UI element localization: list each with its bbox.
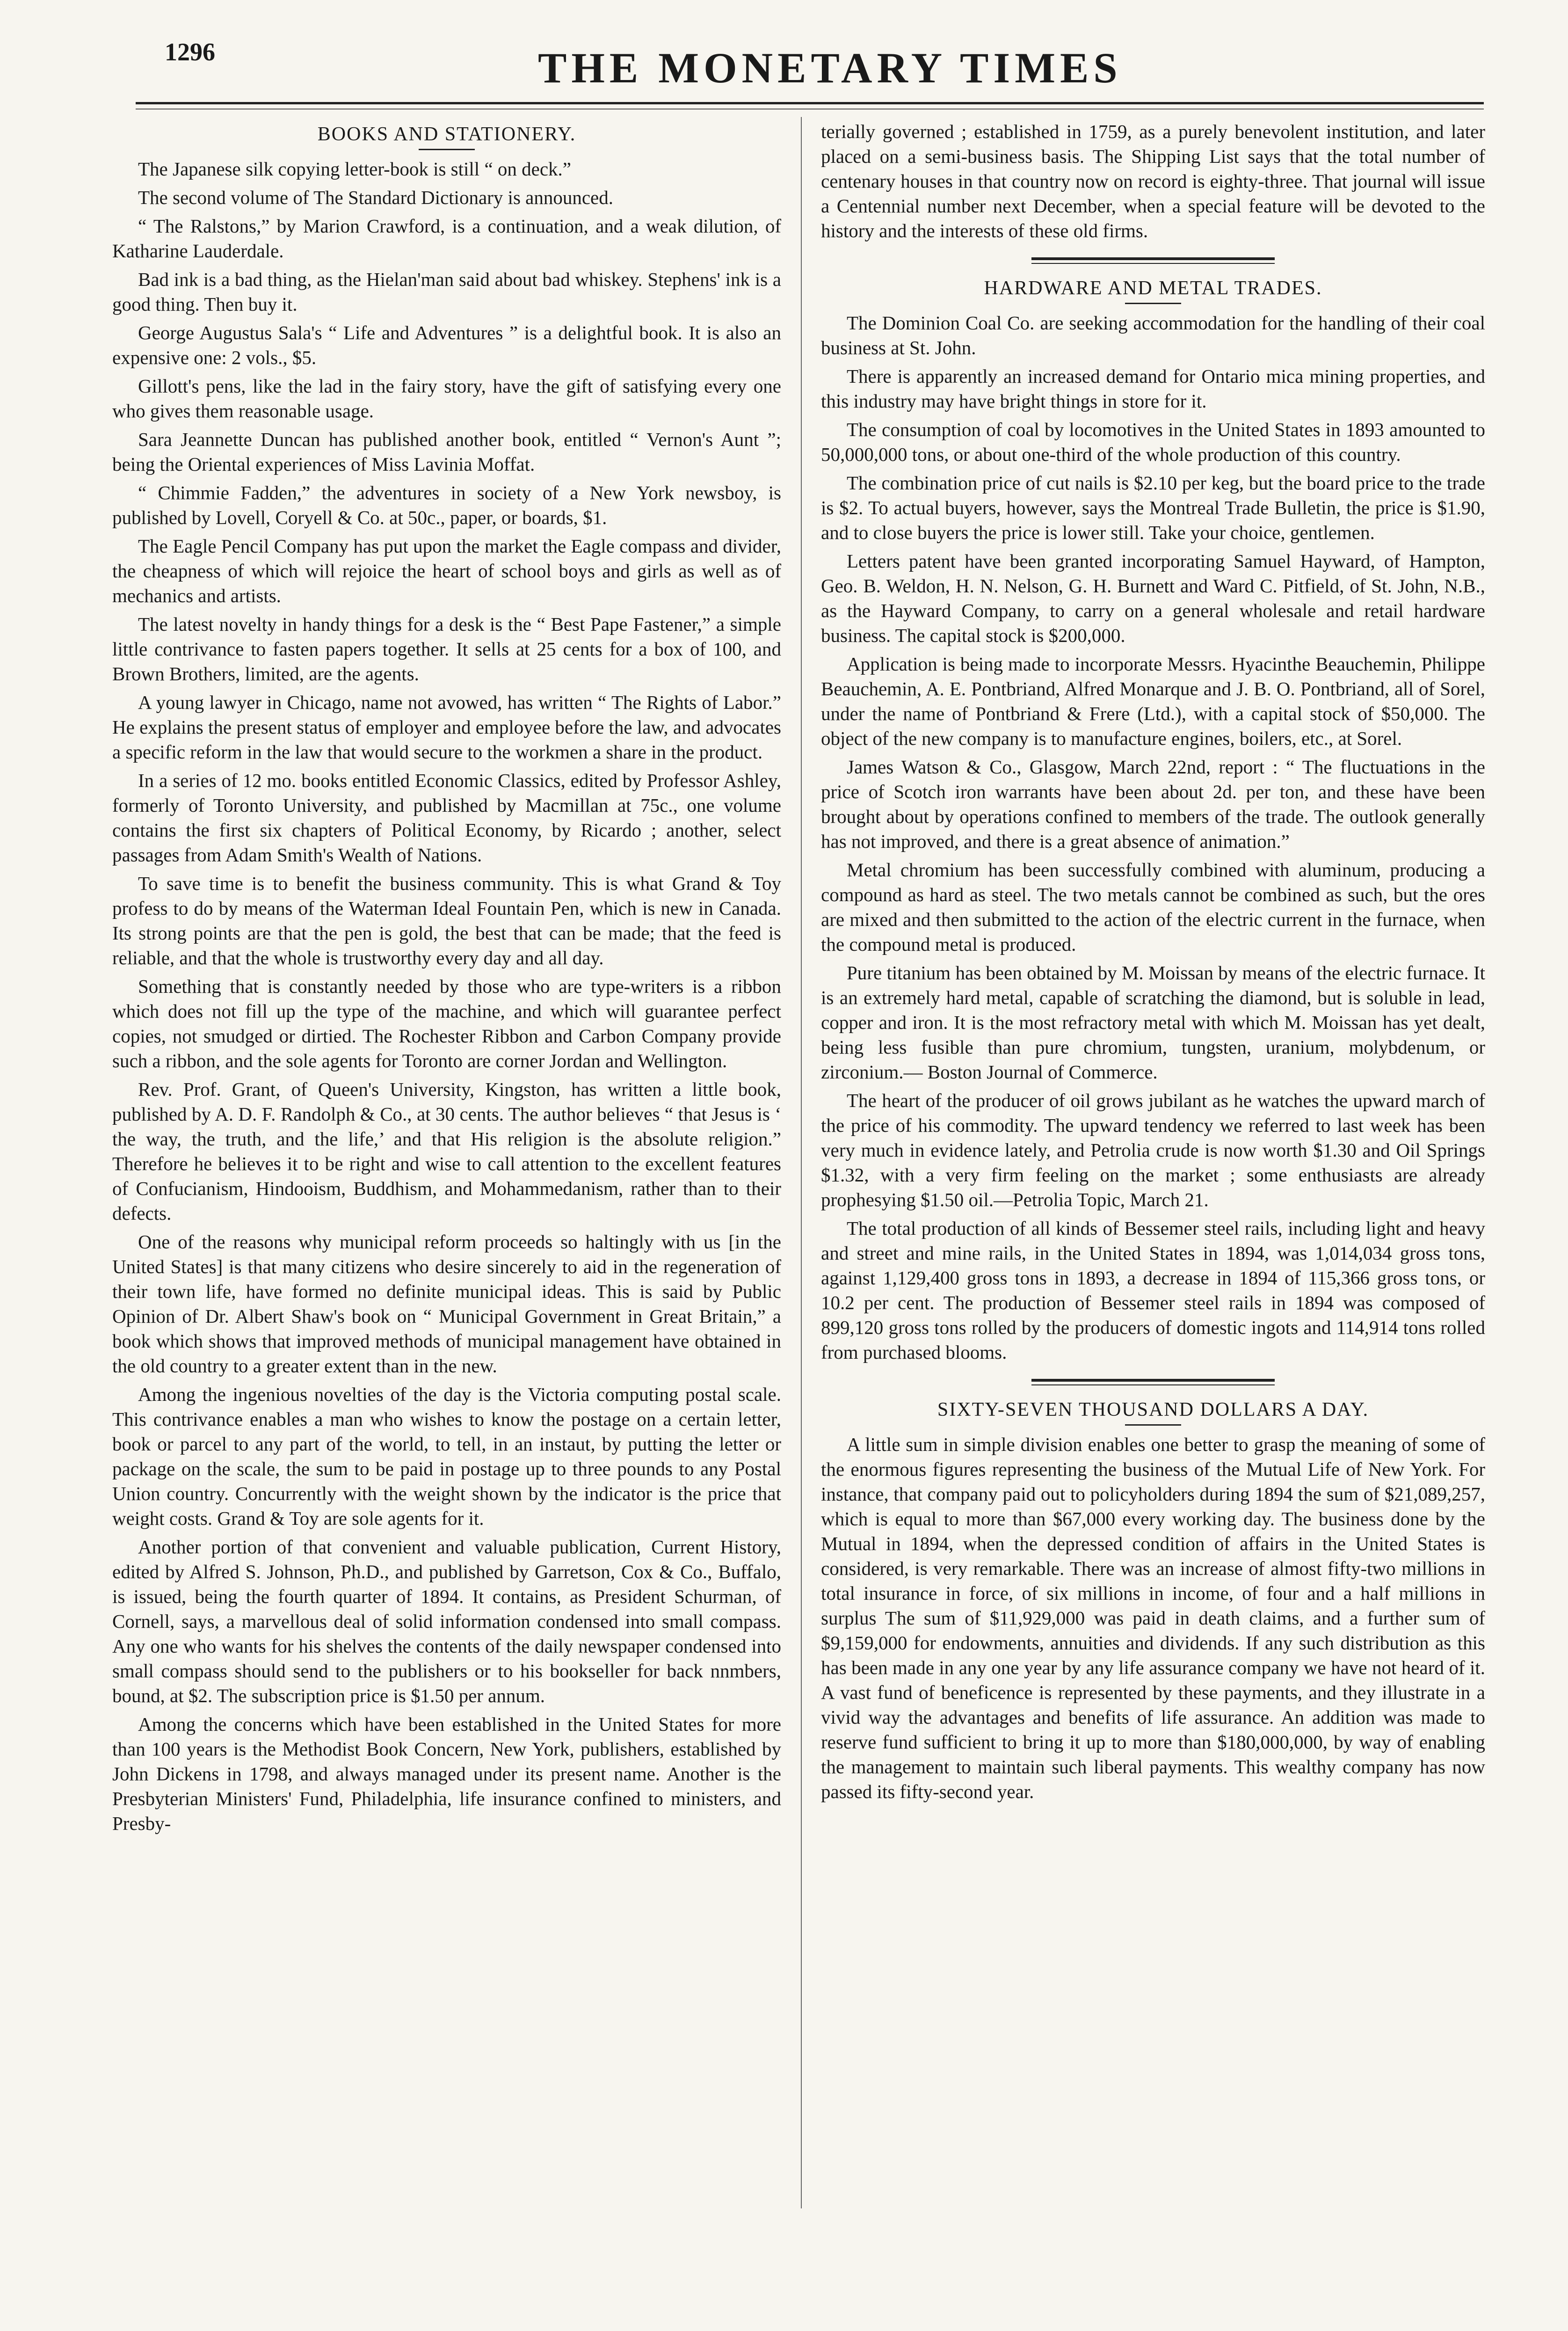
article-paragraph: The consumption of coal by locomotives in the United States in 1893 amounted to 50,000,000 tons, or about one-third of the whole production of this country.	[821, 419, 1485, 465]
title-rule	[1125, 303, 1181, 304]
article-paragraph: A young lawyer in Chicago, name not avowed, has written “ The Rights of Labor.” He explains the present status of employer and employee before the law, and advocates a specific reform in the law that would secure to the workmen a share in the product.	[112, 692, 781, 763]
article-paragraph: Rev. Prof. Grant, of Queen's University, Kingston, has written a little book, published by A. D. F. Randolph & Co., at 30 cents. The author believes “ that Jesus is ‘ the way, the truth, and the life,’ and that His religion is the absolute religion.” Therefore he believes it to be right and wise to call attention to the excellent features of Confucianism, Hindooism, Buddhism, and Mohammedanism, rather than to their defects.	[112, 1078, 781, 1224]
article-paragraph: The combination price of cut nails is $2.10 per keg, but the board price to the trade is $2. To actual buyers, however, says the Montreal Trade Bulletin, the price is $1.90, and to close buyers the price is lower still. Take your choice, gentlemen.	[821, 472, 1485, 543]
article-paragraph: A little sum in simple division enables one better to grasp the meaning of some of the enormous figures representing the business of the Mutual Life of New York. For instance, that company paid out to policyholders during 1894 the sum of $21,089,257, which is equal to more than $67,000 every working day. The business done by the Mutual in 1894, when the depressed condition of affairs in the United States is considered, is very remarkable. There was an increase of almost fifty-two millions in total insurance in force, of six millions in income, of four and a half millions in surplus The sum of $11,929,000 was paid in death claims, and a further sum of $9,159,000 for endowments, annuities and dividends. If any such distribution as this has been made in any one year by any life assurance company we have not heard of it. A vast fund of beneficence is represented by these payments, and they illustrate in a vivid way the advantages and benefits of life assurance. An addition was made to reserve fund sufficient to bring it up to more than $180,000,000, by way of enabling the management to maintain such liberal payments. This wealthy company has now passed its fifty-second year.	[821, 1434, 1485, 1802]
article-paragraph: The Eagle Pencil Company has put upon the market the Eagle compass and divider, the cheapness of which will rejoice the heart of school boys and girls as well as of mechanics and artists.	[112, 535, 781, 606]
section-title-books: BOOKS AND STATIONERY.	[317, 124, 576, 145]
article-paragraph: In a series of 12 mo. books entitled Economic Classics, edited by Professor Ashley, formerly of Toronto University, and published by Macmillan at 75c., one volume contains the first six chapters of Political Economy, by Ricardo ; another, select passages from Adam Smith's Wealth of Nations.	[112, 770, 781, 866]
article-paragraph: Pure titanium has been obtained by M. Moissan by means of the electric furnace. It is an extremely hard metal, capable of scratching the diamond, but is soluble in lead, copper and iron. It is the most refractory metal with which M. Moissan has yet dealt, being less fusible than pure chromium, tungsten, uranium, molybdenum, or zirconium.— Boston Journal of Commerce.	[821, 962, 1485, 1083]
article-paragraph: Sara Jeannette Duncan has published another book, entitled “ Vernon's Aunt ”; being the Oriental experiences of Miss Lavinia Moffat.	[112, 429, 781, 475]
article-paragraph: Gillott's pens, like the lad in the fairy story, have the gift of satisfying every one who gives them reasonable usage.	[112, 375, 781, 422]
section-title-hardware: HARDWARE AND METAL TRADES.	[984, 277, 1322, 299]
article-paragraph: “ Chimmie Fadden,” the adventures in society of a New York newsboy, is published by Lovell, Coryell & Co. at 50c., paper, or boards, $1.	[112, 482, 781, 528]
article-paragraph: George Augustus Sala's “ Life and Adventures ” is a delightful book. It is also an expensive one: 2 vols., $5.	[112, 322, 781, 368]
article-paragraph: Among the ingenious novelties of the day is the Victoria computing postal scale. This contrivance enables a man who wishes to know the postage on a certain letter, book or parcel to any part of the world, to tell, in an instaut, by putting the letter or package on the scale, the sum to be paid in postage up to three pounds to any Postal Union country. Concurrently with the weight shown by the indicator is the price that weight costs. Grand & Toy are sole agents for it.	[112, 1384, 781, 1529]
books-articles	[112, 157, 781, 1836]
article-paragraph: Among the concerns which have been established in the United States for more than 100 years is the Methodist Book Concern, New York, publishers, established by John Dickens in 1798, and always managed under its present name. Another is the Presbyterian Ministers' Fund, Philadelphia, life insurance confined to ministers, and Presby-	[112, 1713, 781, 1834]
article-paragraph: Something that is constantly needed by those who are type-writers is a ribbon which does not fill up the type of the machine, and which will guarantee perfect copies, not smudged or dirtied. The Rochester Ribbon and Carbon Company provide such a ribbon, and the sole agents for Toronto are corner Jordan and Wellington.	[112, 976, 781, 1071]
article-paragraph: Application is being made to incorporate Messrs. Hyacinthe Beauchemin, Philippe Beauchemin, A. E. Pontbriand, Alfred Monarque and J. B. O. Pontbriand, all of Sorel, under the name of Pontbriand & Frere (Ltd.), with a capital stock of $50,000. The object of the new company is to manufacture engines, boilers, etc., at Sorel.	[821, 653, 1485, 749]
article-paragraph: James Watson & Co., Glasgow, March 22nd, report : “ The fluctuations in the price of Scotch iron warrants have been about 2d. per ton, and these have been brought about by operations confined to members of the trade. The outlook generally has not improved, and there is a great absence of animation.”	[821, 756, 1485, 852]
article-paragraph: The Dominion Coal Co. are seeking accommodation for the handling of their coal business at St. John.	[821, 312, 1485, 358]
hardware-articles	[821, 311, 1485, 1365]
section-divider	[1031, 1379, 1275, 1385]
section-title-dollars: SIXTY-SEVEN THOUSAND DOLLARS A DAY.	[937, 1399, 1369, 1420]
article-paragraph: The total production of all kinds of Bessemer steel rails, including light and heavy and street and mine rails, in the United States in 1894, was 1,014,034 gross tons, against 1,129,400 gross tons in 1893, a decrease in 1894 of 115,366 gross tons, or 10.2 per cent. The production of Bessemer steel rails in 1894 was composed of 899,120 gross tons rolled by the producers of domestic ingots and 114,914 tons rolled from purchased blooms.	[821, 1217, 1485, 1363]
article-paragraph: One of the reasons why municipal reform proceeds so haltingly with us [in the United States] is that many citizens who desire sincerely to aid in the regeneration of their town life, have formed no definite municipal ideas. This is said by Public Opinion of Dr. Albert Shaw's book on “ Municipal Government in Great Britain,” a book which shows that improved methods of municipal management have obtained in the old country to a greater extent than in the new.	[112, 1231, 781, 1377]
page-number: 1296	[165, 38, 215, 66]
right-column	[821, 119, 1485, 1808]
dollars-article	[821, 1432, 1485, 1804]
continued-paragraph: terially governed ; established in 1759, as a purely benevolent institution, and later placed on a semi-business basis. The Shipping List says that the total number of centenary houses in that country now on record is eighty-three. That journal will issue a Centennial number next December, when a special feature will be devoted to the history and the interests of these old firms.	[821, 121, 1485, 241]
article-paragraph: Bad ink is a bad thing, as the Hielan'man said about bad whiskey. Stephens' ink is a good thing. Then buy it.	[112, 269, 781, 315]
header-rule	[136, 102, 1484, 104]
article-paragraph: There is apparently an increased demand for Ontario mica mining properties, and this industry may have bright things in store for it.	[821, 365, 1485, 412]
article-paragraph: Another portion of that convenient and valuable publication, Current History, edited by Alfred S. Johnson, Ph.D., and published by Garretson, Cox & Co., Buffalo, is issued, being the fourth quarter of 1894. It contains, as President Schurman, of Cornell, says, a marvellous deal of solid information condensed into small compass. Any one who wants for his shelves the contents of the daily newspaper condensed into small compass should send to the publishers or to his bookseller for back nnmbers, bound, at $2. The subscription price is $1.50 per annum.	[112, 1536, 781, 1706]
left-column	[112, 119, 781, 1840]
article-paragraph: The heart of the producer of oil grows jubilant as he watches the upward march of the price of his commodity. The upward tendency we referred to last week has been very much in evidence lately, and Petrolia crude is now worth $1.30 and Oil Springs $1.32, with a very firm feeling on the market ; some enthusiasts are already prophesying $1.50 oil.—Petrolia Topic, March 21.	[821, 1090, 1485, 1210]
article-paragraph: The latest novelty in handy things for a desk is the “ Best Pape Fastener,” a simple little contrivance to fasten papers together. It sells at 25 cents for a box of 100, and Brown Brothers, limited, are the agents.	[112, 613, 781, 685]
article-paragraph: Letters patent have been granted incorporating Samuel Hayward, of Hampton, Geo. B. Weldon, H. N. Nelson, G. H. Burnett and Ward C. Pitfield, of St. John, N.B., as the Hayward Company, to carry on a general wholesale and retail hardware business. The capital stock is $200,000.	[821, 550, 1485, 646]
article-paragraph: Metal chromium has been successfully combined with aluminum, producing a compound as hard as steel. The two metals cannot be combined as such, but the ores are mixed and then submitted to the action of the electric current in the furnace, when the compound metal is produced.	[821, 859, 1485, 955]
article-paragraph: The Japanese silk copying letter-book is still “ on deck.”	[138, 158, 571, 180]
article-paragraph: To save time is to benefit the business community. This is what Grand & Toy profess to do by means of the Waterman Ideal Fountain Pen, which is new in Canada. Its strong points are that the pen is gold, the best that can be made; that the feed is reliable, and that the whole is trustworthy every day and all day.	[112, 873, 781, 969]
title-rule	[419, 149, 475, 150]
column-divider	[801, 117, 802, 2208]
title-rule	[1125, 1424, 1181, 1426]
section-divider	[1031, 257, 1275, 264]
article-paragraph: The second volume of The Standard Dictionary is announced.	[138, 187, 613, 208]
article-paragraph: “ The Ralstons,” by Marion Crawford, is a continuation, and a weak dilution, of Katharine Lauderdale.	[112, 215, 781, 262]
masthead: THE MONETARY TIMES	[538, 44, 1122, 92]
